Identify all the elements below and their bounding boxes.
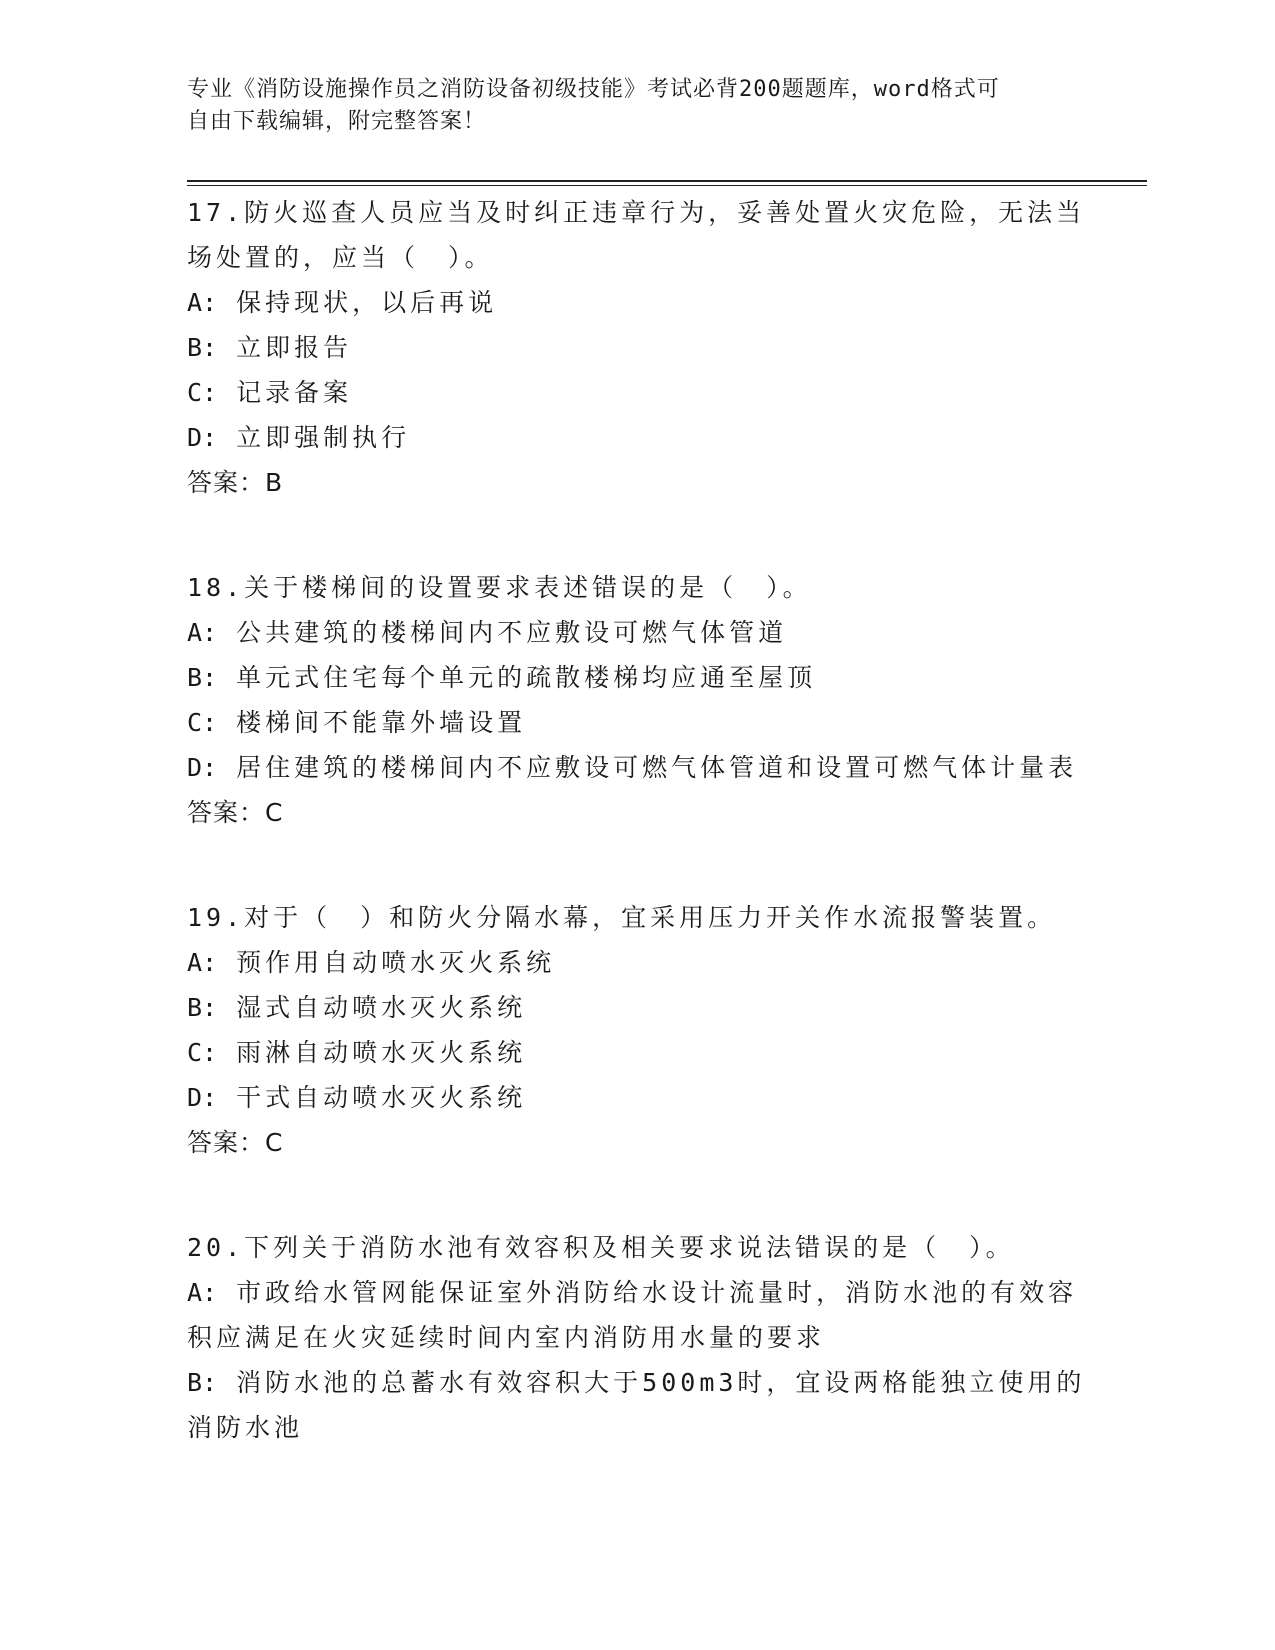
option-text: 干式自动喷水灭火系统 bbox=[236, 1083, 527, 1112]
option-a bbox=[187, 280, 1087, 325]
option-letter: D: bbox=[187, 423, 218, 452]
option-letter: A: bbox=[187, 948, 218, 977]
option-text: 市政给水管网能保证室外消防给水设计流量时，消防水池的有效容 bbox=[236, 1278, 1078, 1307]
header-divider-thick bbox=[187, 180, 1147, 182]
option-c bbox=[187, 1030, 1087, 1075]
option-text: 居住建筑的楼梯间内不应敷设可燃气体管道和设置可燃气体计量表 bbox=[236, 753, 1078, 782]
question-19 bbox=[187, 895, 1087, 1165]
question-stem-line: 19.对于（ ）和防火分隔水幕，宜采用压力开关作水流报警装置。 bbox=[187, 903, 1057, 932]
option-b bbox=[187, 985, 1087, 1030]
option-text: 预作用自动喷水灭火系统 bbox=[236, 948, 556, 977]
option-c bbox=[187, 370, 1087, 415]
option-text: 湿式自动喷水灭火系统 bbox=[236, 993, 527, 1022]
answer-line: 答案：C bbox=[187, 798, 284, 827]
option-b bbox=[187, 1360, 1087, 1405]
question-list bbox=[187, 190, 1087, 1510]
option-a-continued: 积应满足在火灾延续时间内室内消防用水量的要求 bbox=[187, 1323, 826, 1352]
option-text: 单元式住宅每个单元的疏散楼梯均应通至屋顶 bbox=[236, 663, 817, 692]
option-text: 雨淋自动喷水灭火系统 bbox=[236, 1038, 527, 1067]
header-line-2: 自由下载编辑，附完整答案！ bbox=[187, 109, 487, 134]
option-text: 记录备案 bbox=[236, 378, 353, 407]
option-letter: D: bbox=[187, 753, 218, 782]
option-letter: B: bbox=[187, 663, 218, 692]
option-text: 立即强制执行 bbox=[236, 423, 411, 452]
option-letter: B: bbox=[187, 1368, 218, 1397]
question-stem-line: 场处置的，应当（ ）。 bbox=[187, 243, 494, 272]
option-text: 楼梯间不能靠外墙设置 bbox=[236, 708, 527, 737]
option-d bbox=[187, 415, 1087, 460]
option-b bbox=[187, 655, 1087, 700]
header-divider-thin bbox=[187, 185, 1147, 186]
question-stem-line: 20.下列关于消防水池有效容积及相关要求说法错误的是（ ）。 bbox=[187, 1233, 1015, 1262]
option-a bbox=[187, 940, 1087, 985]
option-a bbox=[187, 1270, 1087, 1315]
option-text: 公共建筑的楼梯间内不应敷设可燃气体管道 bbox=[236, 618, 788, 647]
option-letter: D: bbox=[187, 1083, 218, 1112]
option-letter: A: bbox=[187, 1278, 218, 1307]
option-letter: C: bbox=[187, 1038, 218, 1067]
header-line-1: 专业《消防设施操作员之消防设备初级技能》考试必背200题题库，word格式可 bbox=[187, 77, 1000, 102]
option-b bbox=[187, 325, 1087, 370]
option-d bbox=[187, 1075, 1087, 1120]
answer-line: 答案：B bbox=[187, 468, 284, 497]
option-a bbox=[187, 610, 1087, 655]
option-text: 立即报告 bbox=[236, 333, 353, 362]
answer-line: 答案：C bbox=[187, 1128, 284, 1157]
document-page bbox=[187, 0, 1147, 1650]
option-letter: C: bbox=[187, 708, 218, 737]
question-17 bbox=[187, 190, 1087, 505]
option-text: 保持现状，以后再说 bbox=[236, 288, 498, 317]
option-letter: B: bbox=[187, 993, 218, 1022]
question-stem-line: 18.关于楼梯间的设置要求表述错误的是（ ）。 bbox=[187, 573, 812, 602]
question-stem-line: 17.防火巡查人员应当及时纠正违章行为，妥善处置火灾危险，无法当 bbox=[187, 198, 1086, 227]
option-text: 消防水池的总蓄水有效容积大于500m3时，宜设两格能独立使用的 bbox=[236, 1368, 1086, 1397]
option-c bbox=[187, 700, 1087, 745]
option-letter: A: bbox=[187, 618, 218, 647]
option-letter: C: bbox=[187, 378, 218, 407]
option-d bbox=[187, 745, 1087, 790]
document-header bbox=[187, 74, 1067, 138]
option-b-continued: 消防水池 bbox=[187, 1413, 304, 1442]
question-18 bbox=[187, 565, 1087, 835]
option-letter: A: bbox=[187, 288, 218, 317]
option-letter: B: bbox=[187, 333, 218, 362]
question-20 bbox=[187, 1225, 1087, 1450]
